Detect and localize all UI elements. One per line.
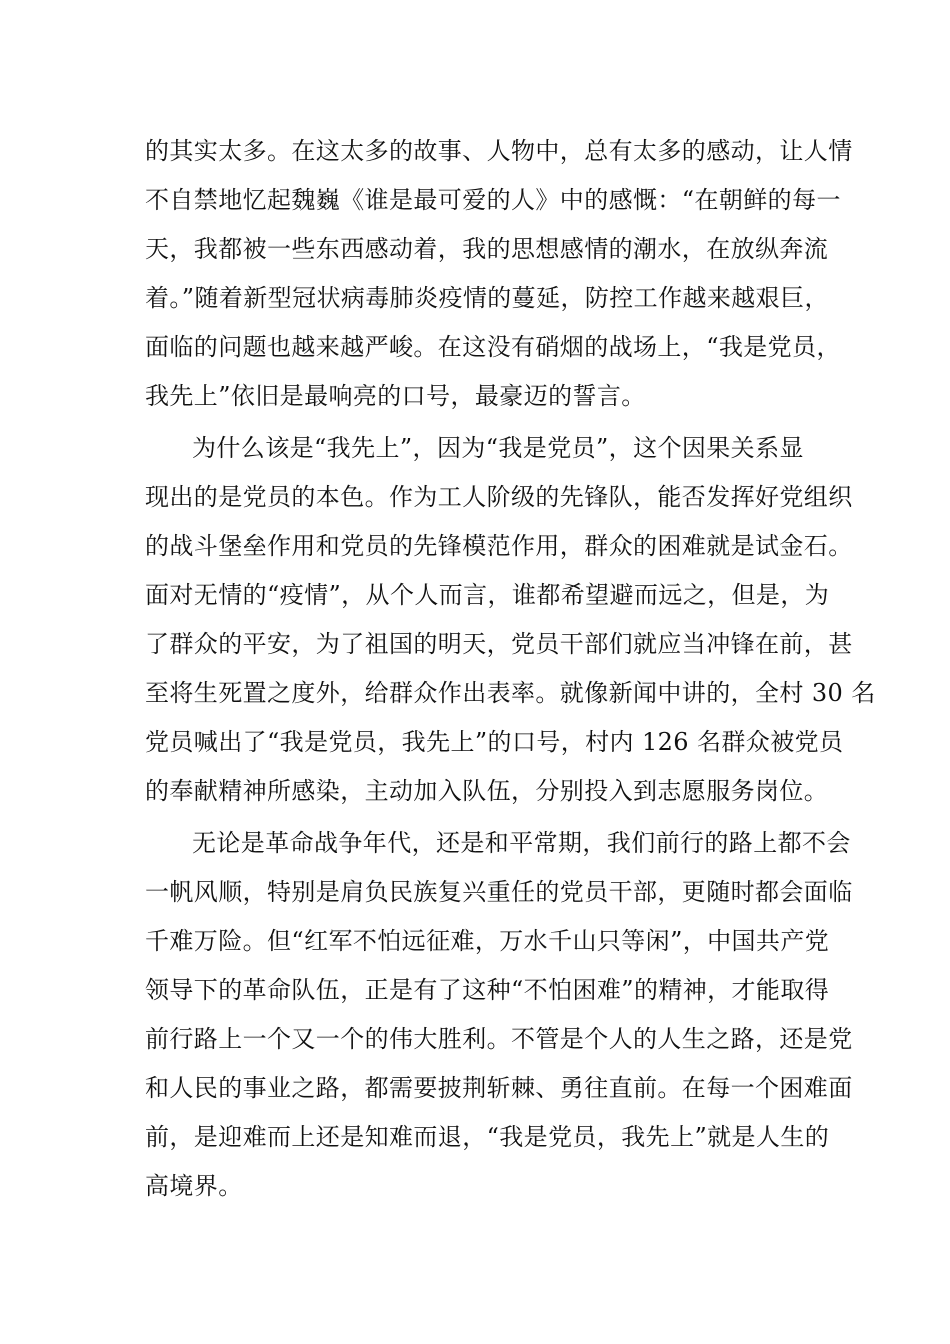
text-line: 前，是迎难而上还是知难而退，“我是党员，我先上”就是人生的: [145, 1123, 830, 1151]
text-line: 天，我都被一些东西感动着，我的思想感情的潮水，在放纵奔流: [145, 235, 829, 263]
text-line: 千难万险。但“红军不怕远征难，万水千山只等闲”，中国共产党: [145, 927, 830, 955]
text-line: 党员喊出了“我是党员，我先上”的口号，村内 126 名群众被党员: [145, 728, 844, 756]
text-line: 面临的问题也越来越严峻。在这没有硝烟的战场上，“我是党员，: [145, 333, 841, 361]
text-line: 至将生死置之度外，给群众作出表率。就像新闻中讲的，全村 30 名: [145, 679, 876, 707]
text-line: 不自禁地忆起魏巍《谁是最可爱的人》中的感慨：“在朝鲜的每一: [145, 186, 841, 214]
text-line: 着。”随着新型冠状病毒肺炎疫情的蔓延，防控工作越来越艰巨，: [145, 284, 829, 312]
text-line: 现出的是党员的本色。作为工人阶级的先锋队，能否发挥好党组织: [145, 483, 853, 511]
text-line: 一帆风顺，特别是肩负民族复兴重任的党员干部，更随时都会面临: [145, 878, 853, 906]
text-line: 领导下的革命队伍，正是有了这种“不怕困难”的精神，才能取得: [145, 976, 830, 1004]
text-line: 前行路上一个又一个的伟大胜利。不管是个人的人生之路，还是党: [145, 1025, 853, 1053]
text-line: 的其实太多。在这太多的故事、人物中，总有太多的感动，让人情: [145, 137, 853, 165]
text-line: 了群众的平安，为了祖国的明天，党员干部们就应当冲锋在前，甚: [145, 630, 853, 658]
text-line: 面对无情的“疫情”，从个人而言，谁都希望避而远之，但是，为: [145, 581, 830, 609]
text-line: 的奉献精神所感染，主动加入队伍，分别投入到志愿服务岗位。: [145, 777, 829, 805]
paragraph-first-line: 为什么该是“我先上”，因为“我是党员”，这个因果关系显: [192, 434, 804, 462]
text-line: 的战斗堡垒作用和党员的先锋模范作用，群众的困难就是试金石。: [145, 532, 853, 560]
text-line: 高境界。: [145, 1172, 243, 1200]
paragraph-first-line: 无论是革命战争年代，还是和平常期，我们前行的路上都不会: [192, 829, 851, 857]
text-line: 和人民的事业之路，都需要披荆斩棘、勇往直前。在每一个困难面: [145, 1074, 853, 1102]
text-line: 我先上”依旧是最响亮的口号，最豪迈的誓言。: [145, 382, 646, 410]
